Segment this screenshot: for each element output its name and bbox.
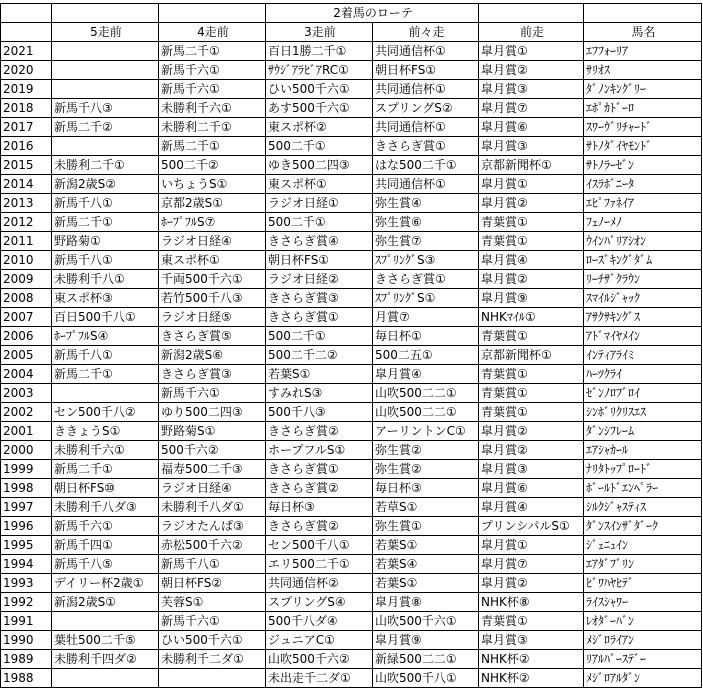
race-3-cell[interactable]: あす500千六① xyxy=(266,99,373,118)
race-5-cell[interactable] xyxy=(52,669,159,688)
table-row xyxy=(1,213,702,232)
race-1-cell[interactable]: 皐月賞③ xyxy=(479,460,584,479)
year-cell[interactable]: 1995 xyxy=(1,536,52,555)
race-1-cell[interactable]: 皐月賞⑥ xyxy=(479,118,584,137)
table-row xyxy=(1,365,702,384)
table-row xyxy=(1,593,702,612)
race-2-cell[interactable]: 若葉S① xyxy=(373,536,479,555)
race-4-cell[interactable]: 新馬千六① xyxy=(159,612,266,631)
race-3-cell[interactable]: 500千八ダ④ xyxy=(266,612,373,631)
title-row-spacer xyxy=(1,4,52,23)
year-cell[interactable]: 2015 xyxy=(1,156,52,175)
race-5-cell[interactable] xyxy=(52,612,159,631)
race-1-cell[interactable]: 皐月賞⑥ xyxy=(479,479,584,498)
horse-name-cell[interactable]: ﾋﾞﾜﾊﾔﾋﾃﾞ xyxy=(584,574,702,593)
race-3-cell[interactable]: セン500千八① xyxy=(266,536,373,555)
race-4-cell[interactable]: きさらぎ賞③ xyxy=(159,365,266,384)
header-cell-horse-name[interactable]: 馬名 xyxy=(584,23,702,42)
table-row xyxy=(1,517,702,536)
race-3-cell[interactable]: 共同通信杯② xyxy=(266,574,373,593)
race-3-cell[interactable]: ラジオ日経① xyxy=(266,194,373,213)
table-row xyxy=(1,422,702,441)
race-2-cell[interactable]: 弥生賞⑥ xyxy=(373,213,479,232)
race-3-cell[interactable]: ジュニアC① xyxy=(266,631,373,650)
race-3-cell[interactable]: 百日1勝二千① xyxy=(266,42,373,61)
year-cell[interactable]: 1991 xyxy=(1,612,52,631)
race-2-cell[interactable]: 皐月賞⑨ xyxy=(373,631,479,650)
race-5-cell[interactable]: 未勝利千六① xyxy=(52,441,159,460)
horse-name-cell[interactable]: ｼﾝﾎﾞﾘｸﾘｽｴｽ xyxy=(584,403,702,422)
year-cell[interactable]: 2021 xyxy=(1,42,52,61)
race-2-cell[interactable]: はな500二千① xyxy=(373,156,479,175)
year-cell[interactable]: 1990 xyxy=(1,631,52,650)
race-4-cell[interactable]: 福寿500二千③ xyxy=(159,460,266,479)
race-2-cell[interactable]: 若葉S① xyxy=(373,574,479,593)
horse-name-cell[interactable]: ｲﾝﾃｨｱﾗｲﾐ xyxy=(584,346,702,365)
race-5-cell[interactable]: 新潟2歳S① xyxy=(52,593,159,612)
race-4-cell[interactable]: ﾎｰﾌﾟﾌﾙS⑦ xyxy=(159,213,266,232)
year-cell[interactable]: 1997 xyxy=(1,498,52,517)
horse-name-cell[interactable]: ｽﾜｰｳﾞﾘﾁｬｰﾄﾞ xyxy=(584,118,702,137)
race-3-cell[interactable]: すみれS③ xyxy=(266,384,373,403)
table-row xyxy=(1,631,702,650)
race-2-cell[interactable]: 弥生賞④ xyxy=(373,194,479,213)
year-cell[interactable]: 2005 xyxy=(1,346,52,365)
race-4-cell[interactable]: 朝日杯FS② xyxy=(159,574,266,593)
race-3-cell[interactable]: 山吹500千六② xyxy=(266,650,373,669)
race-1-cell[interactable]: 青葉賞① xyxy=(479,365,584,384)
race-5-cell[interactable]: 新馬千八⑤ xyxy=(52,555,159,574)
table-row xyxy=(1,536,702,555)
race-5-cell[interactable]: 新馬二千① xyxy=(52,460,159,479)
race-3-cell[interactable]: ホープフルS① xyxy=(266,441,373,460)
race-1-cell[interactable]: 皐月賞① xyxy=(479,42,584,61)
table-row xyxy=(1,650,702,669)
race-3-cell[interactable]: 東スポ杯② xyxy=(266,118,373,137)
race-4-cell[interactable]: いちょうS① xyxy=(159,175,266,194)
race-5-cell[interactable] xyxy=(52,42,159,61)
horse-name-cell[interactable]: ｼﾙｸｼﾞｬｽﾃｨｽ xyxy=(584,498,702,517)
race-3-cell[interactable]: きさらぎ賞① xyxy=(266,308,373,327)
race-2-cell[interactable]: 毎日杯① xyxy=(373,327,479,346)
horse-name-cell[interactable]: ﾛｰｽﾞｷﾝｸﾞﾀﾞﾑ xyxy=(584,251,702,270)
race-4-cell[interactable]: 新馬二千① xyxy=(159,137,266,156)
race-2-cell[interactable]: 若草S① xyxy=(373,498,479,517)
race-5-cell[interactable] xyxy=(52,384,159,403)
race-4-cell[interactable]: 赤松500千六② xyxy=(159,536,266,555)
horse-name-cell[interactable]: ｴﾌﾌｫｰﾘｱ xyxy=(584,42,702,61)
table-row xyxy=(1,251,702,270)
race-4-cell[interactable]: 500二千② xyxy=(159,156,266,175)
horse-name-cell[interactable]: ｲｽﾗﾎﾞﾆｰﾀ xyxy=(584,175,702,194)
race-4-cell[interactable]: 新馬千六① xyxy=(159,80,266,99)
race-1-cell[interactable]: プリンシパルS① xyxy=(479,517,584,536)
spreadsheet-body xyxy=(1,4,702,688)
sheet-title[interactable]: 2着馬のローテ xyxy=(266,4,479,23)
race-4-cell[interactable]: 野路菊S① xyxy=(159,422,266,441)
year-cell[interactable]: 2006 xyxy=(1,327,52,346)
race-4-cell[interactable]: ラジオ日経④ xyxy=(159,232,266,251)
year-cell[interactable]: 2003 xyxy=(1,384,52,403)
horse-name-cell[interactable]: ｴﾎﾟｶﾄﾞｰﾛ xyxy=(584,99,702,118)
race-3-cell[interactable]: 500二千① xyxy=(266,137,373,156)
year-cell[interactable]: 1999 xyxy=(1,460,52,479)
year-cell[interactable]: 1996 xyxy=(1,517,52,536)
horse-name-cell[interactable]: ﾊｰﾂｸﾗｲ xyxy=(584,365,702,384)
table-row xyxy=(1,403,702,422)
horse-name-cell[interactable]: ﾗｲｽｼｬﾜｰ xyxy=(584,593,702,612)
race-4-cell[interactable]: 未勝利千六① xyxy=(159,99,266,118)
year-cell[interactable]: 2014 xyxy=(1,175,52,194)
horse-name-cell[interactable]: ｱﾄﾞﾏｲﾔﾒｲﾝ xyxy=(584,327,702,346)
table-row xyxy=(1,441,702,460)
year-cell[interactable]: 2010 xyxy=(1,251,52,270)
horse-name-cell[interactable]: ﾀﾞﾝｼﾌﾚｰﾑ xyxy=(584,422,702,441)
year-cell[interactable]: 2016 xyxy=(1,137,52,156)
race-5-cell[interactable]: 新馬千八① xyxy=(52,251,159,270)
year-cell[interactable]: 2002 xyxy=(1,403,52,422)
race-5-cell[interactable] xyxy=(52,80,159,99)
horse-name-cell[interactable]: ﾒｼﾞﾛﾗｲｱﾝ xyxy=(584,631,702,650)
race-3-cell[interactable]: きさらぎ賞③ xyxy=(266,289,373,308)
race-1-cell[interactable]: 皐月賞② xyxy=(479,270,584,289)
race-2-cell[interactable]: ｽﾌﾟﾘﾝｸﾞS① xyxy=(373,289,479,308)
horse-name-cell[interactable]: ｴｱﾀﾞﾌﾞﾘﾝ xyxy=(584,555,702,574)
race-5-cell[interactable]: 未勝利千八ダ③ xyxy=(52,498,159,517)
table-row xyxy=(1,99,702,118)
header-cell-4th-prev[interactable]: 4走前 xyxy=(159,23,266,42)
header-cell-3rd-prev[interactable]: 3走前 xyxy=(266,23,373,42)
race-1-cell[interactable]: NHKﾏｲﾙ① xyxy=(479,308,584,327)
year-cell[interactable]: 2018 xyxy=(1,99,52,118)
race-4-cell[interactable]: 新馬千六① xyxy=(159,384,266,403)
race-3-cell[interactable]: 500千八③ xyxy=(266,403,373,422)
header-cell-2nd-prev[interactable]: 前々走 xyxy=(373,23,479,42)
horse-name-cell[interactable]: ｱｻｸｻｷﾝｸﾞｽ xyxy=(584,308,702,327)
race-1-cell[interactable]: 皐月賞② xyxy=(479,574,584,593)
race-4-cell[interactable]: 新馬二千① xyxy=(159,42,266,61)
race-1-cell[interactable]: 皐月賞② xyxy=(479,422,584,441)
race-1-cell[interactable]: 青葉賞① xyxy=(479,327,584,346)
race-3-cell[interactable]: ひい500千六① xyxy=(266,80,373,99)
race-4-cell[interactable]: 芙蓉S① xyxy=(159,593,266,612)
race-3-cell[interactable]: 未出走千二ダ① xyxy=(266,669,373,688)
horse-name-cell[interactable]: ﾘｰﾁｻﾞｸﾗｳﾝ xyxy=(584,270,702,289)
table-row xyxy=(1,80,702,99)
race-3-cell[interactable]: きさらぎ賞① xyxy=(266,460,373,479)
race-3-cell[interactable]: 若葉S① xyxy=(266,365,373,384)
horse-name-cell[interactable]: ｼﾞｪﾆｭｲﾝ xyxy=(584,536,702,555)
year-cell[interactable]: 2017 xyxy=(1,118,52,137)
race-5-cell[interactable]: 新馬二千① xyxy=(52,213,159,232)
race-5-cell[interactable]: セン500千八② xyxy=(52,403,159,422)
year-cell[interactable]: 1992 xyxy=(1,593,52,612)
year-cell[interactable]: 2013 xyxy=(1,194,52,213)
table-row xyxy=(1,612,702,631)
race-2-cell[interactable]: 弥生賞⑦ xyxy=(373,232,479,251)
race-2-cell[interactable]: 弥生賞① xyxy=(373,517,479,536)
year-cell[interactable]: 1993 xyxy=(1,574,52,593)
title-row-spacer xyxy=(52,4,159,23)
horse-name-cell[interactable]: ｾﾞﾝﾉﾛﾌﾞﾛｲ xyxy=(584,384,702,403)
race-1-cell[interactable]: NHK杯② xyxy=(479,669,584,688)
table-row xyxy=(1,384,702,403)
table-row xyxy=(1,156,702,175)
race-1-cell[interactable]: 皐月賞⑦ xyxy=(479,555,584,574)
race-5-cell[interactable]: 葉牡500二千⑤ xyxy=(52,631,159,650)
horse-name-cell[interactable]: ﾚｵﾀﾞｰﾊﾞﾝ xyxy=(584,612,702,631)
year-cell[interactable]: 2007 xyxy=(1,308,52,327)
race-1-cell[interactable]: 皐月賞② xyxy=(479,61,584,80)
race-5-cell[interactable]: 東スポ杯③ xyxy=(52,289,159,308)
race-1-cell[interactable]: 皐月賞③ xyxy=(479,80,584,99)
horse-name-cell[interactable]: ｻﾄﾉﾀﾞｲﾔﾓﾝﾄﾞ xyxy=(584,137,702,156)
table-row xyxy=(1,669,702,688)
race-5-cell[interactable]: ききょうS① xyxy=(52,422,159,441)
table-row xyxy=(1,460,702,479)
table-row xyxy=(1,232,702,251)
year-cell[interactable]: 1998 xyxy=(1,479,52,498)
horse-name-cell[interactable]: ﾌｪﾉｰﾒﾉ xyxy=(584,213,702,232)
race-3-cell[interactable]: きさらぎ賞② xyxy=(266,517,373,536)
year-cell[interactable]: 2009 xyxy=(1,270,52,289)
table-row xyxy=(1,479,702,498)
race-5-cell[interactable]: 野路菊① xyxy=(52,232,159,251)
spreadsheet-table xyxy=(0,3,702,688)
race-2-cell[interactable]: 新緑500二二① xyxy=(373,650,479,669)
race-3-cell[interactable]: スプリングS④ xyxy=(266,593,373,612)
header-cell-year[interactable] xyxy=(1,23,52,42)
race-2-cell[interactable]: 山吹500千六① xyxy=(373,612,479,631)
race-2-cell[interactable]: 月賞⑦ xyxy=(373,308,479,327)
race-3-cell[interactable]: きさらぎ賞④ xyxy=(266,232,373,251)
race-2-cell[interactable]: 毎日杯③ xyxy=(373,479,479,498)
table-row xyxy=(1,42,702,61)
race-5-cell[interactable]: 未勝利二千① xyxy=(52,156,159,175)
year-cell[interactable]: 1988 xyxy=(1,669,52,688)
race-4-cell[interactable]: 新潟2歳S⑥ xyxy=(159,346,266,365)
race-4-cell[interactable]: 未勝利千八ダ① xyxy=(159,498,266,517)
horse-name-cell[interactable]: ﾀﾞﾝｽｲﾝｻﾞﾀﾞｰｸ xyxy=(584,517,702,536)
race-5-cell[interactable]: 新馬千四① xyxy=(52,536,159,555)
race-3-cell[interactable]: きさらぎ賞② xyxy=(266,422,373,441)
table-row xyxy=(1,61,702,80)
race-3-cell[interactable]: エリ500二千① xyxy=(266,555,373,574)
race-2-cell[interactable]: 500二五① xyxy=(373,346,479,365)
race-4-cell[interactable]: 東スポ杯① xyxy=(159,251,266,270)
race-4-cell[interactable]: ラジオたんぱ③ xyxy=(159,517,266,536)
race-1-cell[interactable]: NHK杯⑧ xyxy=(479,593,584,612)
race-1-cell[interactable]: 皐月賞⑨ xyxy=(479,289,584,308)
race-3-cell[interactable]: ｻｳｼﾞｱﾗﾋﾞｱRC① xyxy=(266,61,373,80)
race-4-cell[interactable]: ラジオ日経④ xyxy=(159,479,266,498)
table-row xyxy=(1,270,702,289)
race-4-cell[interactable]: ラジオ日経⑤ xyxy=(159,308,266,327)
race-3-cell[interactable]: ラジオ日経② xyxy=(266,270,373,289)
year-cell[interactable]: 2008 xyxy=(1,289,52,308)
year-cell[interactable]: 2020 xyxy=(1,61,52,80)
header-cell-prev[interactable]: 前走 xyxy=(479,23,584,42)
race-3-cell[interactable]: 500二千① xyxy=(266,327,373,346)
race-2-cell[interactable]: スプリングS② xyxy=(373,99,479,118)
race-2-cell[interactable]: きさらぎ賞① xyxy=(373,137,479,156)
race-5-cell[interactable]: 百日500千八① xyxy=(52,308,159,327)
table-row xyxy=(1,137,702,156)
race-1-cell[interactable]: 皐月賞② xyxy=(479,194,584,213)
race-5-cell[interactable]: 新馬千八① xyxy=(52,346,159,365)
table-row xyxy=(1,194,702,213)
race-1-cell[interactable]: 皐月賞① xyxy=(479,175,584,194)
race-2-cell[interactable]: 皐月賞④ xyxy=(373,365,479,384)
race-5-cell[interactable]: デイリー杯2歳① xyxy=(52,574,159,593)
race-1-cell[interactable]: 皐月賞④ xyxy=(479,498,584,517)
race-4-cell[interactable]: きさらぎ賞⑤ xyxy=(159,327,266,346)
race-1-cell[interactable]: 青葉賞① xyxy=(479,232,584,251)
year-cell[interactable]: 1994 xyxy=(1,555,52,574)
race-5-cell[interactable]: ﾎｰﾌﾟﾌﾙS④ xyxy=(52,327,159,346)
race-5-cell[interactable] xyxy=(52,137,159,156)
race-5-cell[interactable]: 朝日杯FS⑩ xyxy=(52,479,159,498)
horse-name-cell[interactable]: ｴｱｼｬｶｰﾙ xyxy=(584,441,702,460)
table-row xyxy=(1,346,702,365)
race-2-cell[interactable]: 弥生賞② xyxy=(373,460,479,479)
horse-name-cell[interactable]: ﾀﾞﾉﾝｷﾝｸﾞﾘｰ xyxy=(584,80,702,99)
title-row-spacer xyxy=(479,4,584,23)
title-row-spacer xyxy=(159,4,266,23)
year-cell[interactable]: 2019 xyxy=(1,80,52,99)
table-row xyxy=(1,289,702,308)
race-4-cell[interactable]: 未勝利二千① xyxy=(159,118,266,137)
race-4-cell[interactable]: ひい500千六① xyxy=(159,631,266,650)
race-4-cell[interactable]: 京都2歳S① xyxy=(159,194,266,213)
table-row xyxy=(1,498,702,517)
race-2-cell[interactable]: 共同通信杯① xyxy=(373,80,479,99)
year-cell[interactable]: 1989 xyxy=(1,650,52,669)
horse-name-cell[interactable]: ｻﾘｵｽ xyxy=(584,61,702,80)
race-2-cell[interactable]: きさらぎ賞① xyxy=(373,270,479,289)
race-5-cell[interactable]: 新馬千六① xyxy=(52,517,159,536)
horse-name-cell[interactable]: ｻﾄﾉﾗｰｾﾞﾝ xyxy=(584,156,702,175)
race-3-cell[interactable]: 東スポ杯① xyxy=(266,175,373,194)
horse-name-cell[interactable]: ﾘｱﾙﾊﾞｰｽﾃﾞｰ xyxy=(584,650,702,669)
horse-name-cell[interactable]: ﾅﾘﾀﾄｯﾌﾟﾛｰﾄﾞ xyxy=(584,460,702,479)
race-2-cell[interactable]: ｽﾌﾟﾘﾝｸﾞS③ xyxy=(373,251,479,270)
horse-name-cell[interactable]: ｴﾋﾟﾌｧﾈｲｱ xyxy=(584,194,702,213)
horse-name-cell[interactable]: ﾎﾞｰﾙﾄﾞｴﾝﾍﾟﾗｰ xyxy=(584,479,702,498)
race-2-cell[interactable]: 山吹500二二① xyxy=(373,403,479,422)
table-row xyxy=(1,118,702,137)
race-2-cell[interactable]: 山吹500千八① xyxy=(373,669,479,688)
race-2-cell[interactable]: 共同通信杯① xyxy=(373,118,479,137)
year-cell[interactable]: 2001 xyxy=(1,422,52,441)
table-row xyxy=(1,555,702,574)
race-4-cell[interactable]: 未勝利千二ダ① xyxy=(159,650,266,669)
race-3-cell[interactable]: 500二千① xyxy=(266,213,373,232)
horse-name-cell[interactable]: ｽﾏｲﾙｼﾞｬｯｸ xyxy=(584,289,702,308)
race-1-cell[interactable]: 京都新聞杯① xyxy=(479,156,584,175)
race-5-cell[interactable]: 新馬二千① xyxy=(52,365,159,384)
race-1-cell[interactable]: 皐月賞① xyxy=(479,536,584,555)
header-row xyxy=(1,23,702,42)
race-4-cell[interactable]: 千両500千六① xyxy=(159,270,266,289)
table-row xyxy=(1,308,702,327)
race-5-cell[interactable]: 新馬千八① xyxy=(52,194,159,213)
table-row xyxy=(1,175,702,194)
race-4-cell[interactable]: ゆり500二四③ xyxy=(159,403,266,422)
race-4-cell[interactable]: 新馬千八① xyxy=(159,555,266,574)
race-1-cell[interactable]: 京都新聞杯① xyxy=(479,346,584,365)
race-4-cell[interactable]: 新馬千六① xyxy=(159,61,266,80)
race-1-cell[interactable]: 青葉賞① xyxy=(479,612,584,631)
race-1-cell[interactable]: 皐月賞④ xyxy=(479,251,584,270)
year-cell[interactable]: 2004 xyxy=(1,365,52,384)
race-2-cell[interactable]: 共同通信杯① xyxy=(373,42,479,61)
race-2-cell[interactable]: アーリントンC① xyxy=(373,422,479,441)
race-5-cell[interactable]: 新馬二千② xyxy=(52,118,159,137)
race-1-cell[interactable]: 青葉賞① xyxy=(479,384,584,403)
race-1-cell[interactable]: 皐月賞② xyxy=(479,441,584,460)
race-5-cell[interactable]: 未勝利千四ダ② xyxy=(52,650,159,669)
race-1-cell[interactable]: 皐月賞⑦ xyxy=(479,99,584,118)
year-cell[interactable]: 2012 xyxy=(1,213,52,232)
horse-name-cell[interactable]: ﾒｼﾞﾛｱﾙﾀﾞﾝ xyxy=(584,669,702,688)
race-2-cell[interactable]: 共同通信杯① xyxy=(373,175,479,194)
race-3-cell[interactable]: ゆき500二四③ xyxy=(266,156,373,175)
header-cell-5th-prev[interactable]: 5走前 xyxy=(52,23,159,42)
year-cell[interactable]: 2000 xyxy=(1,441,52,460)
race-2-cell[interactable]: 山吹500二二① xyxy=(373,384,479,403)
horse-name-cell[interactable]: ｳｲﾝﾊﾞﾘｱｼｵﾝ xyxy=(584,232,702,251)
table-row xyxy=(1,327,702,346)
race-5-cell[interactable]: 新馬千八③ xyxy=(52,99,159,118)
race-3-cell[interactable]: 500二千二② xyxy=(266,346,373,365)
race-1-cell[interactable]: 皐月賞③ xyxy=(479,631,584,650)
race-1-cell[interactable]: 青葉賞① xyxy=(479,403,584,422)
race-4-cell[interactable] xyxy=(159,669,266,688)
race-3-cell[interactable]: 朝日杯FS① xyxy=(266,251,373,270)
race-4-cell[interactable]: 500千六② xyxy=(159,441,266,460)
race-2-cell[interactable]: 皐月賞⑧ xyxy=(373,593,479,612)
race-5-cell[interactable]: 未勝利千八① xyxy=(52,270,159,289)
race-1-cell[interactable]: 皐月賞③ xyxy=(479,137,584,156)
table-row xyxy=(1,574,702,593)
race-5-cell[interactable] xyxy=(52,61,159,80)
title-row-spacer xyxy=(584,4,702,23)
title-row xyxy=(1,4,702,23)
race-2-cell[interactable]: 弥生賞② xyxy=(373,441,479,460)
race-5-cell[interactable]: 新潟2歳S② xyxy=(52,175,159,194)
race-1-cell[interactable]: 青葉賞① xyxy=(479,213,584,232)
year-cell[interactable]: 2011 xyxy=(1,232,52,251)
race-1-cell[interactable]: NHK杯② xyxy=(479,650,584,669)
race-2-cell[interactable]: 朝日杯FS① xyxy=(373,61,479,80)
race-4-cell[interactable]: 若竹500千八③ xyxy=(159,289,266,308)
race-3-cell[interactable]: きさらぎ賞② xyxy=(266,479,373,498)
race-2-cell[interactable]: 若葉S④ xyxy=(373,555,479,574)
race-3-cell[interactable]: 毎日杯③ xyxy=(266,498,373,517)
